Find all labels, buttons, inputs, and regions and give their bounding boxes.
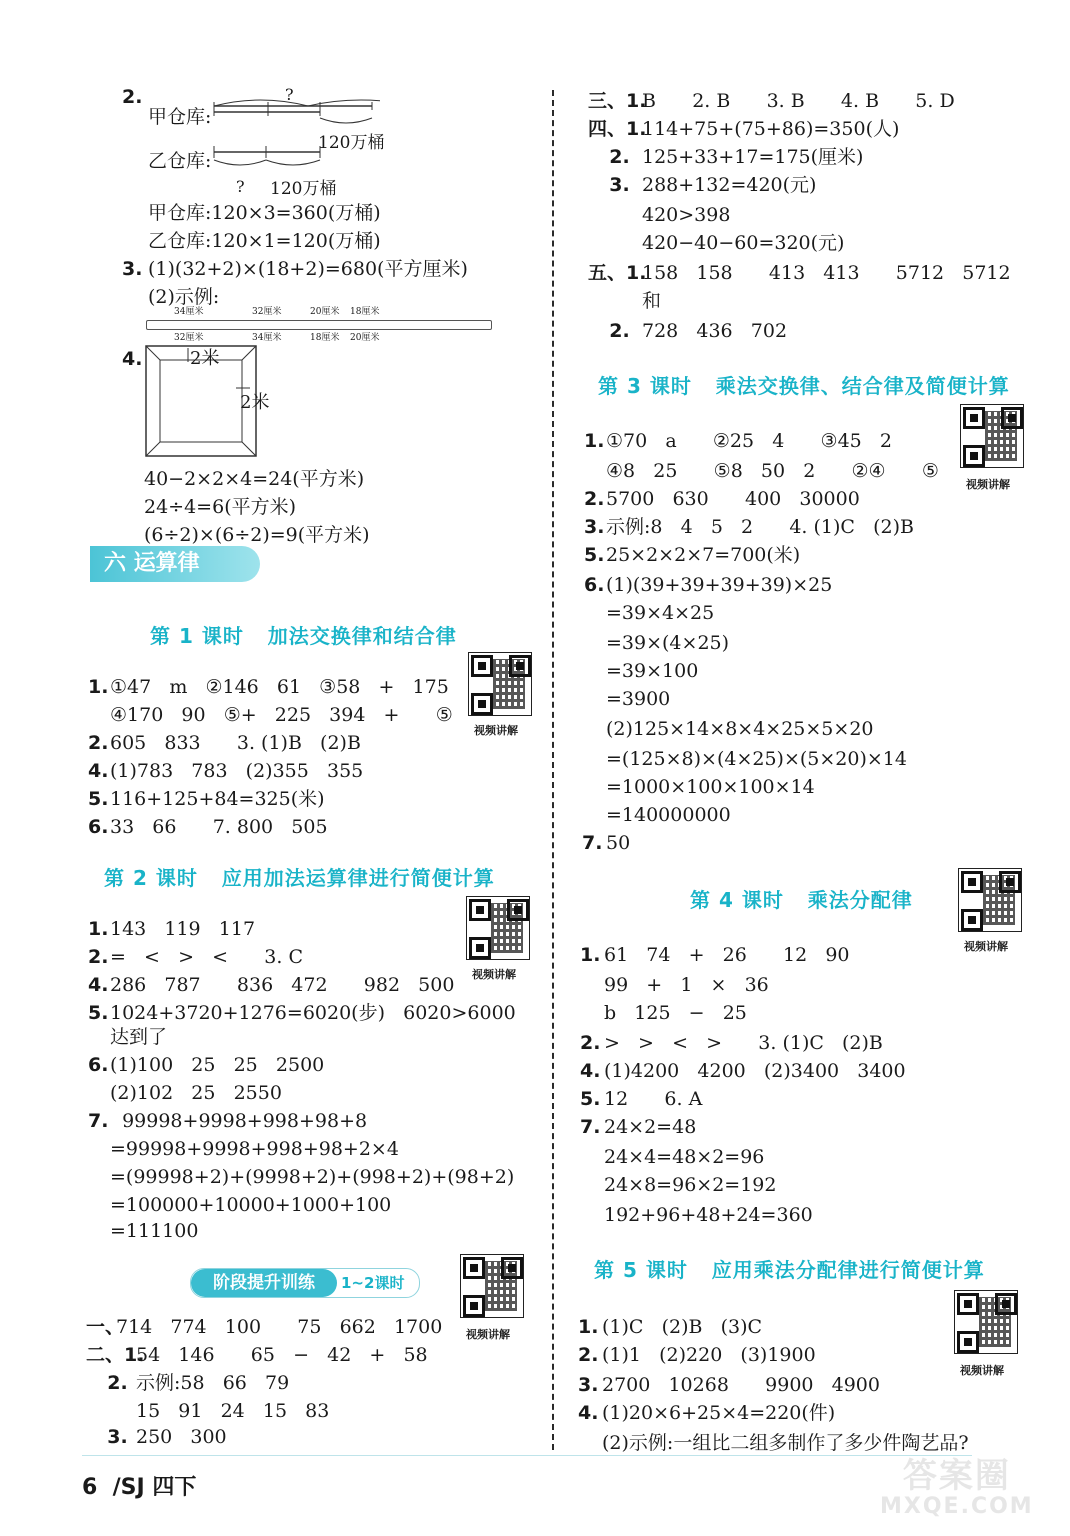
answer-number: 6. <box>584 574 605 596</box>
answer-number: 3. <box>578 1374 599 1396</box>
answer-line: (1)100 25 25 2500 <box>110 1054 325 1076</box>
answer-line: (1)1 (2)220 (3)1900 <box>602 1344 816 1366</box>
answer-line: 99998+9998+998+98+8 <box>110 1110 368 1132</box>
answer-line: 99 + 1 × 36 <box>604 974 769 996</box>
qr-label: 视频讲解 <box>964 940 1008 953</box>
answer-line: (1)783 783 (2)355 355 <box>110 760 364 782</box>
qr-code-icon[interactable] <box>460 1254 524 1318</box>
answer-number: 2. <box>580 1032 601 1054</box>
answer-number: 4. <box>580 1060 601 1082</box>
lesson-2-title: 第 2 课时 应用加法运算律进行简便计算 <box>104 866 495 890</box>
answer-number: 1. <box>578 1316 599 1338</box>
q3-strip-label: 32厘米 <box>174 333 204 343</box>
answer-line: 143 119 117 <box>110 918 256 940</box>
q3-line-1: (1)(32+2)×(18+2)=680(平方厘米) <box>148 258 468 280</box>
qr-code-icon[interactable] <box>468 652 532 716</box>
q4-answer-3: (6÷2)×(6÷2)=9(平方米) <box>144 524 370 546</box>
answer-number: 1. <box>584 430 605 452</box>
q3-line-2: (2)示例: <box>148 286 220 308</box>
qr-label: 视频讲解 <box>966 478 1010 491</box>
answer-line: 54 146 65 − 42 + 58 <box>136 1344 428 1366</box>
answer-line: 114+75+(75+86)=350(人) <box>642 118 900 140</box>
stage-training-range: 1~2课时 <box>341 1274 405 1292</box>
answer-line: 25×2×2×7=700(米) <box>606 544 801 566</box>
qr-label: 视频讲解 <box>960 1364 1004 1377</box>
answer-number: 1. <box>88 676 109 698</box>
answer-line: 714 774 100 75 662 1700 <box>116 1316 443 1338</box>
unit-banner: 六 运算律 <box>90 546 260 582</box>
answer-number: 五、1. <box>588 262 647 284</box>
answer-line: (2)125×14×8×4×25×5×20 <box>606 718 874 740</box>
watermark-line: 答案圈 <box>902 1456 1011 1496</box>
answer-line: 33 66 7. 800 505 <box>110 816 328 838</box>
answer-number: 1. <box>580 944 601 966</box>
q3-strip-label: 32厘米 <box>252 307 282 317</box>
answer-line: > > < > 3. (1)C (2)B <box>604 1032 883 1054</box>
answer-line: 125+33+17=175(厘米) <box>642 146 864 168</box>
answer-line: ④170 90 ⑤+ 225 394 + ⑤ <box>110 704 453 726</box>
answer-number: 4. <box>88 760 109 782</box>
answer-line: ①47 m ②146 61 ③58 + 175 <box>110 676 449 698</box>
answer-line: =140000000 <box>606 804 731 826</box>
footer-rule <box>82 1455 972 1456</box>
lesson-4-title: 第 4 课时 乘法分配律 <box>690 888 913 912</box>
answer-line: 和 <box>642 290 662 312</box>
q2-question-mark-2: ? <box>236 177 245 196</box>
answer-line: 116+125+84=325(米) <box>110 788 325 810</box>
answer-line: B 2. B 3. B 4. B 5. D <box>642 90 955 112</box>
q3-paper-strip <box>146 320 492 330</box>
answer-line: 达到了 <box>110 1026 168 1048</box>
answer-number: 4. <box>88 974 109 996</box>
watermark <box>880 1458 1034 1520</box>
qr-label: 视频讲解 <box>472 968 516 981</box>
answer-number: 5. <box>580 1088 601 1110</box>
stage-training-title: 阶段提升训练 <box>191 1269 337 1297</box>
q3-strip-label: 34厘米 <box>174 307 204 317</box>
answer-line: 12 6. A <box>604 1088 703 1110</box>
answer-line: =39×100 <box>606 660 699 682</box>
qr-code-icon[interactable] <box>958 868 1022 932</box>
answer-line: = < > < 3. C <box>110 946 303 968</box>
q2-question-mark: ? <box>285 85 294 104</box>
answer-line: 24×4=48×2=96 <box>604 1146 765 1168</box>
answer-number: 2. <box>596 320 630 342</box>
answer-number: 5. <box>584 544 605 566</box>
answer-line: 24×2=48 <box>604 1116 697 1138</box>
answer-line: 2700 10268 9900 4900 <box>602 1374 880 1396</box>
qr-label: 视频讲解 <box>466 1328 510 1341</box>
answer-line: 286 787 836 472 982 500 <box>110 974 455 996</box>
answer-number: 3. <box>584 516 605 538</box>
answer-line: (1)(39+39+39+39)×25 <box>606 574 833 596</box>
answer-number: 2. <box>596 146 630 168</box>
q4-answer-2: 24÷4=6(平方米) <box>144 496 297 518</box>
q2-jia-label: 甲仓库: <box>148 106 212 128</box>
answer-number: 一、 <box>86 1316 125 1338</box>
answer-line: 420>398 <box>642 204 731 226</box>
answer-number: 二、1. <box>86 1344 145 1366</box>
answer-number: 1. <box>88 918 109 940</box>
column-divider <box>552 90 554 1450</box>
answer-number: 2. <box>88 946 109 968</box>
answer-line: 158 158 413 413 5712 5712 <box>642 262 1011 284</box>
q4-number: 4. <box>122 348 143 370</box>
answer-line: 420−40−60=320(元) <box>642 232 845 254</box>
q2-line-diagram <box>200 88 380 188</box>
answer-line: =39×(4×25) <box>606 632 730 654</box>
stage-training-banner <box>190 1268 420 1298</box>
answer-line: b 125 − 25 <box>604 1002 747 1024</box>
q2-answer-2: 乙仓库:120×1=120(万桶) <box>148 230 381 252</box>
answer-line: 24×8=96×2=192 <box>604 1174 777 1196</box>
qr-label: 视频讲解 <box>474 724 518 737</box>
answer-number: 3. <box>596 174 630 196</box>
answer-line: 5700 630 400 30000 <box>606 488 860 510</box>
answer-number: 3. <box>94 1426 128 1448</box>
q2-amount-label: 120万桶 <box>318 133 385 153</box>
answer-line: =100000+10000+1000+100 <box>110 1194 392 1216</box>
q4-label-top: 2米 <box>190 348 220 369</box>
answer-line: 728 436 702 <box>642 320 788 342</box>
q3-number: 3. <box>122 258 143 280</box>
answer-line: (1)C (2)B (3)C <box>602 1316 763 1338</box>
answer-number: 2. <box>584 488 605 510</box>
answer-line: 示例:58 66 79 <box>136 1372 290 1394</box>
lesson-5-title: 第 5 课时 应用乘法分配律进行简便计算 <box>594 1258 985 1282</box>
answer-line: 250 300 <box>136 1426 227 1448</box>
page-footer: 6 /SJ 四下 <box>82 1475 197 1500</box>
q3-strip-label: 20厘米 <box>350 333 380 343</box>
q3-strip-label: 18厘米 <box>350 307 380 317</box>
answer-number: 三、1. <box>588 90 647 112</box>
answer-line: =99998+9998+998+98+2×4 <box>110 1138 399 1160</box>
answer-number: 6. <box>88 1054 109 1076</box>
answer-line: =1000×100×100×14 <box>606 776 815 798</box>
qr-code-icon[interactable] <box>954 1290 1018 1354</box>
q3-strip-label: 20厘米 <box>310 307 340 317</box>
q2-yi-label: 乙仓库: <box>148 150 212 172</box>
lesson-3-title: 第 3 课时 乘法交换律、结合律及简便计算 <box>598 374 1010 398</box>
answer-number: 7. <box>88 1110 109 1132</box>
answer-number: 2. <box>94 1372 128 1394</box>
lesson-1-title: 第 1 课时 加法交换律和结合律 <box>150 624 457 648</box>
q3-strip-label: 18厘米 <box>310 333 340 343</box>
answer-number: 5. <box>88 1002 109 1024</box>
answer-line: ④8 25 ⑤8 50 2 ②④ ⑤ <box>606 460 939 482</box>
answer-number: 5. <box>88 788 109 810</box>
qr-code-icon[interactable] <box>960 404 1024 468</box>
answer-line: 288+132=420(元) <box>642 174 817 196</box>
answer-number: 2. <box>88 732 109 754</box>
qr-code-icon[interactable] <box>466 896 530 960</box>
answer-line: ①70 a ②25 4 ③45 2 <box>606 430 892 452</box>
q2-amount-label-2: 120万桶 <box>270 179 337 199</box>
q4-label-side: 2米 <box>240 392 270 413</box>
answer-line: =39×4×25 <box>606 602 715 624</box>
answer-line: 15 91 24 15 83 <box>136 1400 330 1422</box>
answer-number: 2. <box>578 1344 599 1366</box>
answer-line: =(99998+2)+(9998+2)+(998+2)+(98+2) <box>110 1166 515 1188</box>
answer-line: 1024+3720+1276=6020(步) 6020>6000 <box>110 1002 516 1024</box>
watermark-line: MXQE.COM <box>880 1494 1034 1519</box>
q2-answer-1: 甲仓库:120×3=360(万桶) <box>148 202 381 224</box>
answer-line: 示例:8 4 5 2 4. (1)C (2)B <box>606 516 914 538</box>
q3-strip-label: 34厘米 <box>252 333 282 343</box>
answer-number: 6. <box>88 816 109 838</box>
answer-line: =(125×8)×(4×25)×(5×20)×14 <box>606 748 907 770</box>
answer-line: 61 74 + 26 12 90 <box>604 944 850 966</box>
answer-line: 50 <box>606 832 631 854</box>
answer-line: 192+96+48+24=360 <box>604 1204 813 1226</box>
answer-number: 7. <box>580 1116 601 1138</box>
answer-line: =3900 <box>606 688 671 710</box>
answer-line: 605 833 3. (1)B (2)B <box>110 732 361 754</box>
answer-line: (2)示例:一组比二组多制作了多少件陶艺品? <box>602 1432 969 1454</box>
answer-number: 4. <box>578 1402 599 1424</box>
answer-number: 7. <box>582 832 603 854</box>
answer-line: =111100 <box>110 1220 199 1242</box>
answer-number: 四、1. <box>588 118 647 140</box>
answer-line: (1)4200 4200 (2)3400 3400 <box>604 1060 906 1082</box>
q2-number: 2. <box>122 86 143 108</box>
q4-answer-1: 40−2×2×4=24(平方米) <box>144 468 365 490</box>
answer-line: (2)102 25 2550 <box>110 1082 282 1104</box>
answer-line: (1)20×6+25×4=220(件) <box>602 1402 836 1424</box>
